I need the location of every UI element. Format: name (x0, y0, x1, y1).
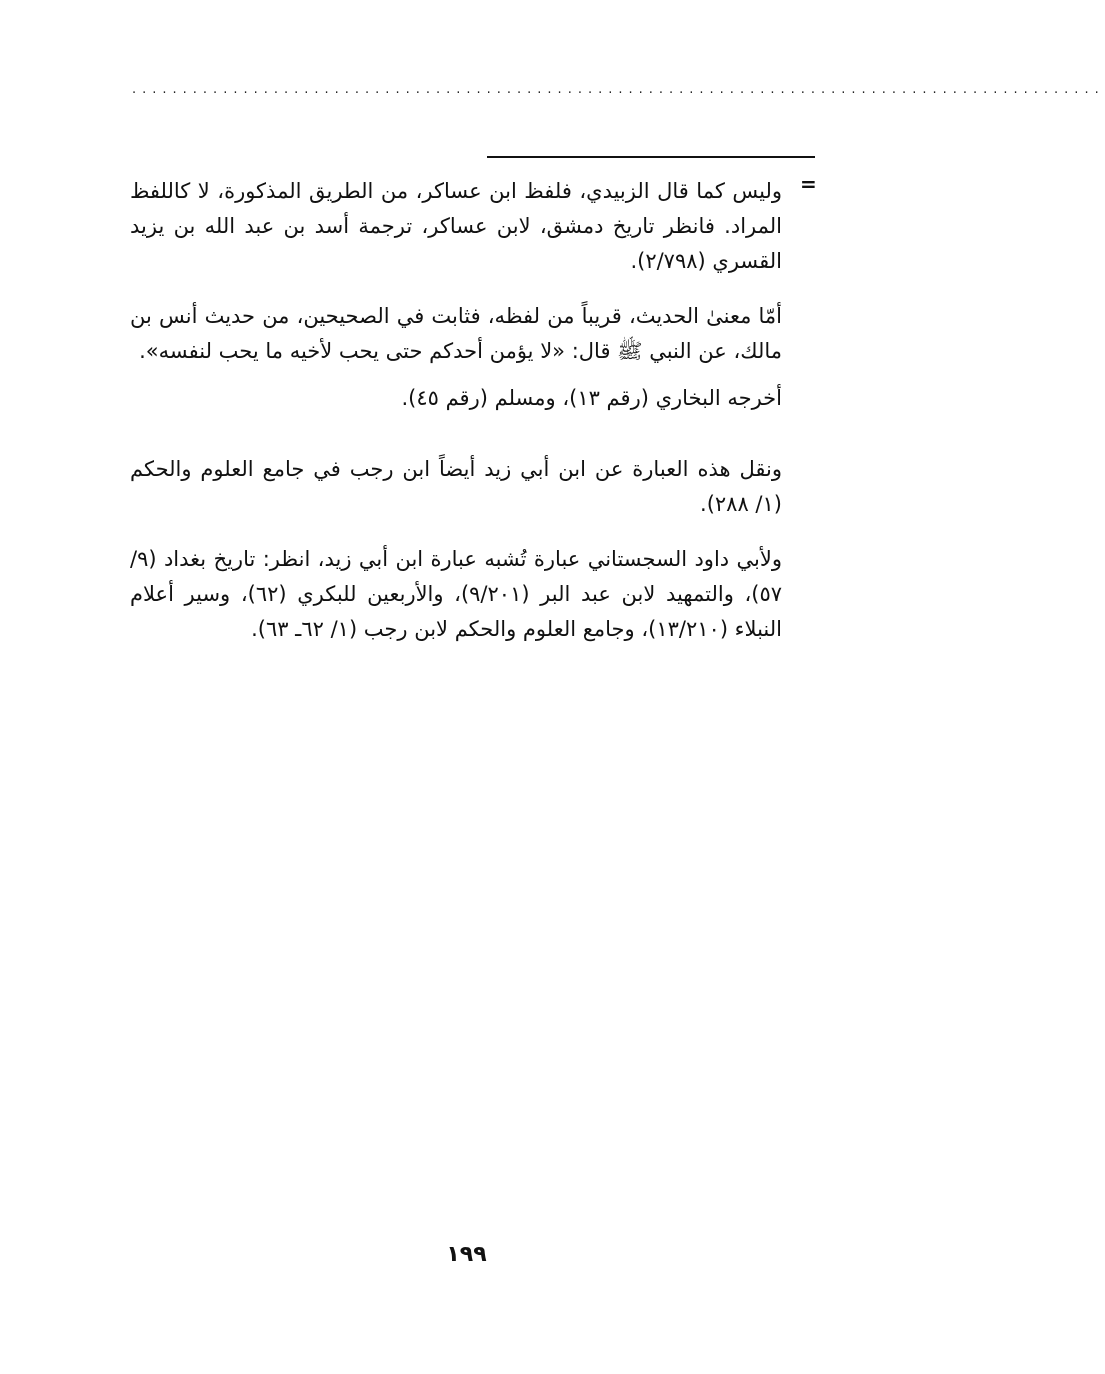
dotted-separator: ................................................................................................ (132, 82, 1105, 97)
footnote-paragraph: ولأبي داود السجستاني عبارة تُشبه عبارة ابن أبي زيد، انظر: تاريخ بغداد (٩/ ٥٧)، والتمهيد لابن عبد البر (٩/٢٠١)، والأربعين للبكري (٦٢)، وسير أعلام النبلاء (١٣/٢١٠)، وجامع العلوم والحكم لابن رجب (١/ ٦٢ـ ٦٣). (130, 547, 783, 641)
footnote-section (130, 174, 782, 667)
footnote-paragraph: ونقل هذه العبارة عن ابن أبي زيد أيضاً ابن رجب في جامع العلوم والحكم (١/ ٢٨٨). (130, 457, 782, 516)
footnote-paragraph: أخرجه البخاري (رقم ١٣)، ومسلم (رقم ٤٥). (401, 386, 782, 410)
continuation-mark: = (800, 172, 817, 196)
footnote-separator-line (487, 156, 815, 158)
footnote-paragraph: أمّا معنىٰ الحديث، قريباً من لفظه، فثابت في الصحيحين، من حديث أنس بن مالك، عن النبي ﷺ قال: «لا يؤمن أحدكم حتى يحب لأخيه ما يحب لنفسه». (130, 304, 782, 363)
footnote-paragraph: وليس كما قال الزبيدي، فلفظ ابن عساكر، من الطريق المذكورة، لا كاللفظ المراد. فانظر تاريخ دمشق، لابن عساكر، ترجمة أسد بن عبد الله بن يزيد القسري (٢/٧٩٨). (130, 179, 782, 273)
page-number: ١٩٩ (446, 1242, 487, 1267)
